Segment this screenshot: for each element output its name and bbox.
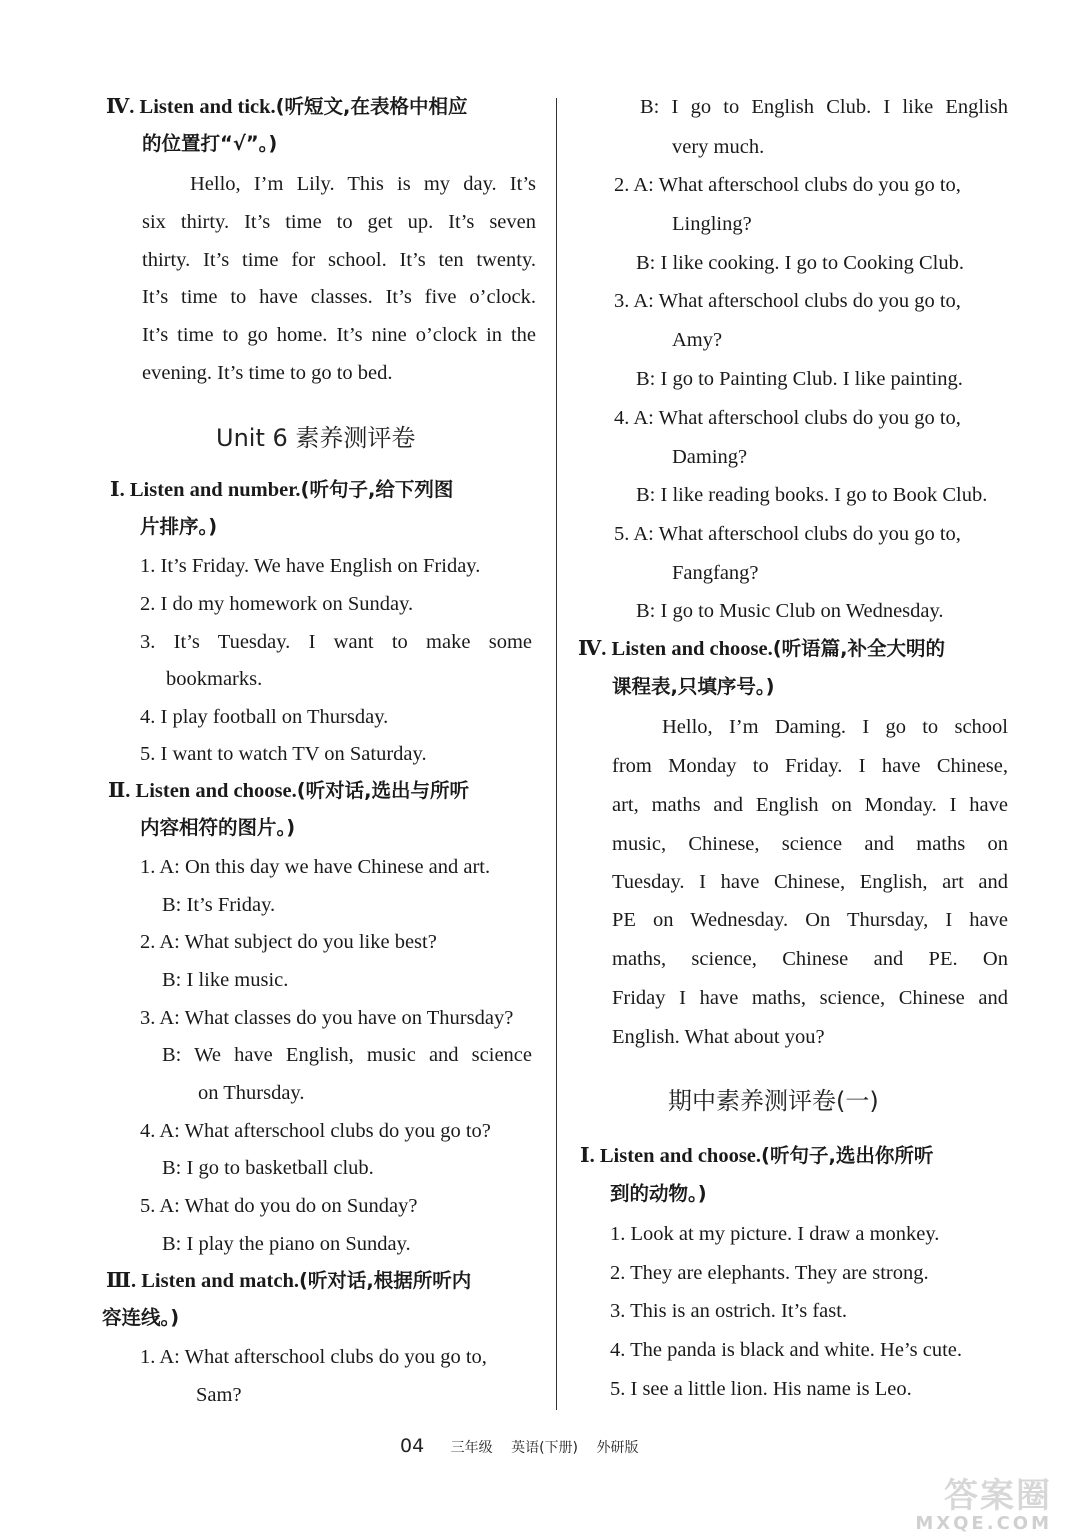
dialogue-line: B: I go to English Club. I like English — [640, 96, 1008, 118]
list-item: 4. The panda is black and white. He’s cute. — [610, 1339, 963, 1361]
dialogue-line: B: I like music. — [162, 969, 289, 991]
dialogue-line-cont: Amy? — [672, 329, 723, 351]
passage-line: Hello, I’m Daming. I go to school — [662, 716, 1008, 738]
passage-line: English. What about you? — [612, 1026, 825, 1048]
list-item-cont: bookmarks. — [166, 668, 263, 690]
passage-line: It’s time to go home. It’s nine o’clock in the — [142, 324, 536, 346]
passage-line: PE on Wednesday. On Thursday, I have — [612, 909, 1008, 931]
page-footer — [400, 1435, 652, 1457]
section-title-en: Listen and tick. — [139, 96, 276, 118]
dialogue-line: 1. A: On this day we have Chinese and art. — [140, 856, 491, 878]
dialogue-line: 5. A: What afterschool clubs do you go to, — [614, 523, 961, 545]
dialogue-line: B: I play the piano on Sunday. — [162, 1233, 411, 1255]
passage-line: maths, science, Chinese and PE. On — [612, 948, 1008, 970]
dialogue-line: 1. A: What afterschool clubs do you go to, — [140, 1346, 487, 1368]
dialogue-line-cont: Daming? — [672, 446, 748, 468]
section-title-en: Listen and choose. — [599, 1145, 762, 1167]
dialogue-line: B: I go to Painting Club. I like painting. — [636, 368, 963, 390]
passage-line: six thirty. It’s time to get up. It’s seven — [142, 211, 536, 233]
dialogue-line: 2. A: What afterschool clubs do you go to, — [614, 174, 961, 196]
list-item: 3. It’s Tuesday. I want to make some — [140, 631, 532, 653]
passage-line: evening. It’s time to go to bed. — [142, 362, 393, 384]
list-item: 1. Look at my picture. I draw a monkey. — [610, 1223, 940, 1245]
dialogue-line: B: I go to basketball club. — [162, 1157, 374, 1179]
list-item: 3. This is an ostrich. It’s fast. — [610, 1300, 848, 1322]
list-item: 1. It’s Friday. We have English on Friday. — [140, 555, 481, 577]
section-title-cn-cont: 的位置打“√”。) — [142, 132, 278, 155]
section-title-en: Listen and choose. — [611, 638, 773, 660]
dialogue-line-cont: very much. — [672, 136, 765, 158]
section-heading — [106, 97, 467, 118]
watermark-logo-text: 答案圈 — [944, 1476, 1052, 1516]
midterm-title: 期中素养测评卷(一) — [668, 1087, 879, 1115]
section-heading — [108, 781, 469, 802]
watermark-site-text: MXQE.COM — [915, 1513, 1052, 1534]
dialogue-line: B: I like cooking. I go to Cooking Club. — [636, 252, 964, 274]
list-item: 4. I play football on Thursday. — [140, 706, 389, 728]
section-title-en: Listen and match. — [141, 1270, 299, 1292]
passage-line: from Monday to Friday. I have Chinese, — [612, 755, 1008, 777]
watermark-logo — [872, 1478, 1052, 1536]
section-number: Ⅳ. — [578, 638, 607, 660]
dialogue-line-cont: on Thursday. — [198, 1082, 305, 1104]
passage-line: It’s time to have classes. It’s five o’clock. — [142, 286, 536, 308]
section-number: Ⅱ. — [108, 780, 131, 802]
passage-line: Hello, I’m Lily. This is my day. It’s — [190, 173, 536, 195]
section-title-cn-cont: 容连线。) — [102, 1306, 180, 1329]
section-heading — [580, 1146, 933, 1167]
dialogue-line: 4. A: What afterschool clubs do you go to, — [614, 407, 961, 429]
dialogue-line: B: I like reading books. I go to Book Club. — [636, 484, 988, 506]
dialogue-line: 3. A: What classes do you have on Thursday? — [140, 1007, 514, 1029]
section-number: Ⅰ. — [580, 1145, 595, 1167]
section-title-cn: (听句子,给下列图 — [300, 478, 454, 501]
dialogue-line: B: I go to Music Club on Wednesday. — [636, 600, 944, 622]
section-number: Ⅲ. — [106, 1270, 137, 1292]
section-title-cn: (听句子,选出你所听 — [761, 1144, 934, 1167]
footer-grade: 三年级 — [450, 1440, 493, 1456]
passage-line: art, maths and English on Monday. I have — [612, 794, 1008, 816]
dialogue-line: B: It’s Friday. — [162, 894, 276, 916]
passage-line: music, Chinese, science and maths on — [612, 833, 1008, 855]
passage-line: thirty. It’s time for school. It’s ten twenty. — [142, 249, 536, 271]
section-title-cn-cont: 片排序。) — [140, 515, 218, 538]
dialogue-line-cont: Lingling? — [672, 213, 752, 235]
list-item: 2. They are elephants. They are strong. — [610, 1262, 929, 1284]
dialogue-line-cont: Sam? — [196, 1384, 242, 1406]
unit-title: Unit 6 素养测评卷 — [216, 424, 416, 452]
footer-edition: 外研版 — [596, 1440, 639, 1456]
section-title-cn-cont: 课程表,只填序号。) — [612, 675, 775, 698]
dialogue-line: 3. A: What afterschool clubs do you go to, — [614, 290, 961, 312]
passage-line: Friday I have maths, science, Chinese and — [612, 987, 1008, 1009]
footer-subject: 英语(下册) — [511, 1440, 579, 1456]
section-title-en: Listen and choose. — [135, 780, 297, 802]
section-number: Ⅰ. — [110, 479, 125, 501]
section-title-cn: (听对话,选出与所听 — [296, 779, 470, 802]
section-heading — [106, 1271, 471, 1292]
dialogue-line-cont: Fangfang? — [672, 562, 759, 584]
dialogue-line: 5. A: What do you do on Sunday? — [140, 1195, 418, 1217]
passage-line: Tuesday. I have Chinese, English, art and — [612, 871, 1008, 893]
section-title-cn: (听对话,根据所听内 — [298, 1269, 472, 1292]
page-number: 04 — [400, 1435, 425, 1457]
list-item: 5. I want to watch TV on Saturday. — [140, 743, 427, 765]
section-number: Ⅳ. — [106, 96, 135, 118]
column-divider — [556, 98, 557, 1410]
section-title-cn-cont: 到的动物。) — [610, 1182, 707, 1205]
section-heading — [110, 480, 453, 501]
dialogue-line: 2. A: What subject do you like best? — [140, 931, 437, 953]
section-title-en: Listen and number. — [129, 479, 301, 501]
section-heading — [578, 639, 945, 660]
section-title-cn: (听短文,在表格中相应 — [275, 95, 468, 118]
dialogue-line: B: We have English, music and science — [162, 1044, 532, 1066]
section-title-cn: (听语篇,补全大明的 — [772, 637, 946, 660]
section-title-cn-cont: 内容相符的图片。) — [140, 816, 296, 839]
list-item: 2. I do my homework on Sunday. — [140, 593, 414, 615]
dialogue-line: 4. A: What afterschool clubs do you go to? — [140, 1120, 491, 1142]
list-item: 5. I see a little lion. His name is Leo. — [610, 1378, 912, 1400]
